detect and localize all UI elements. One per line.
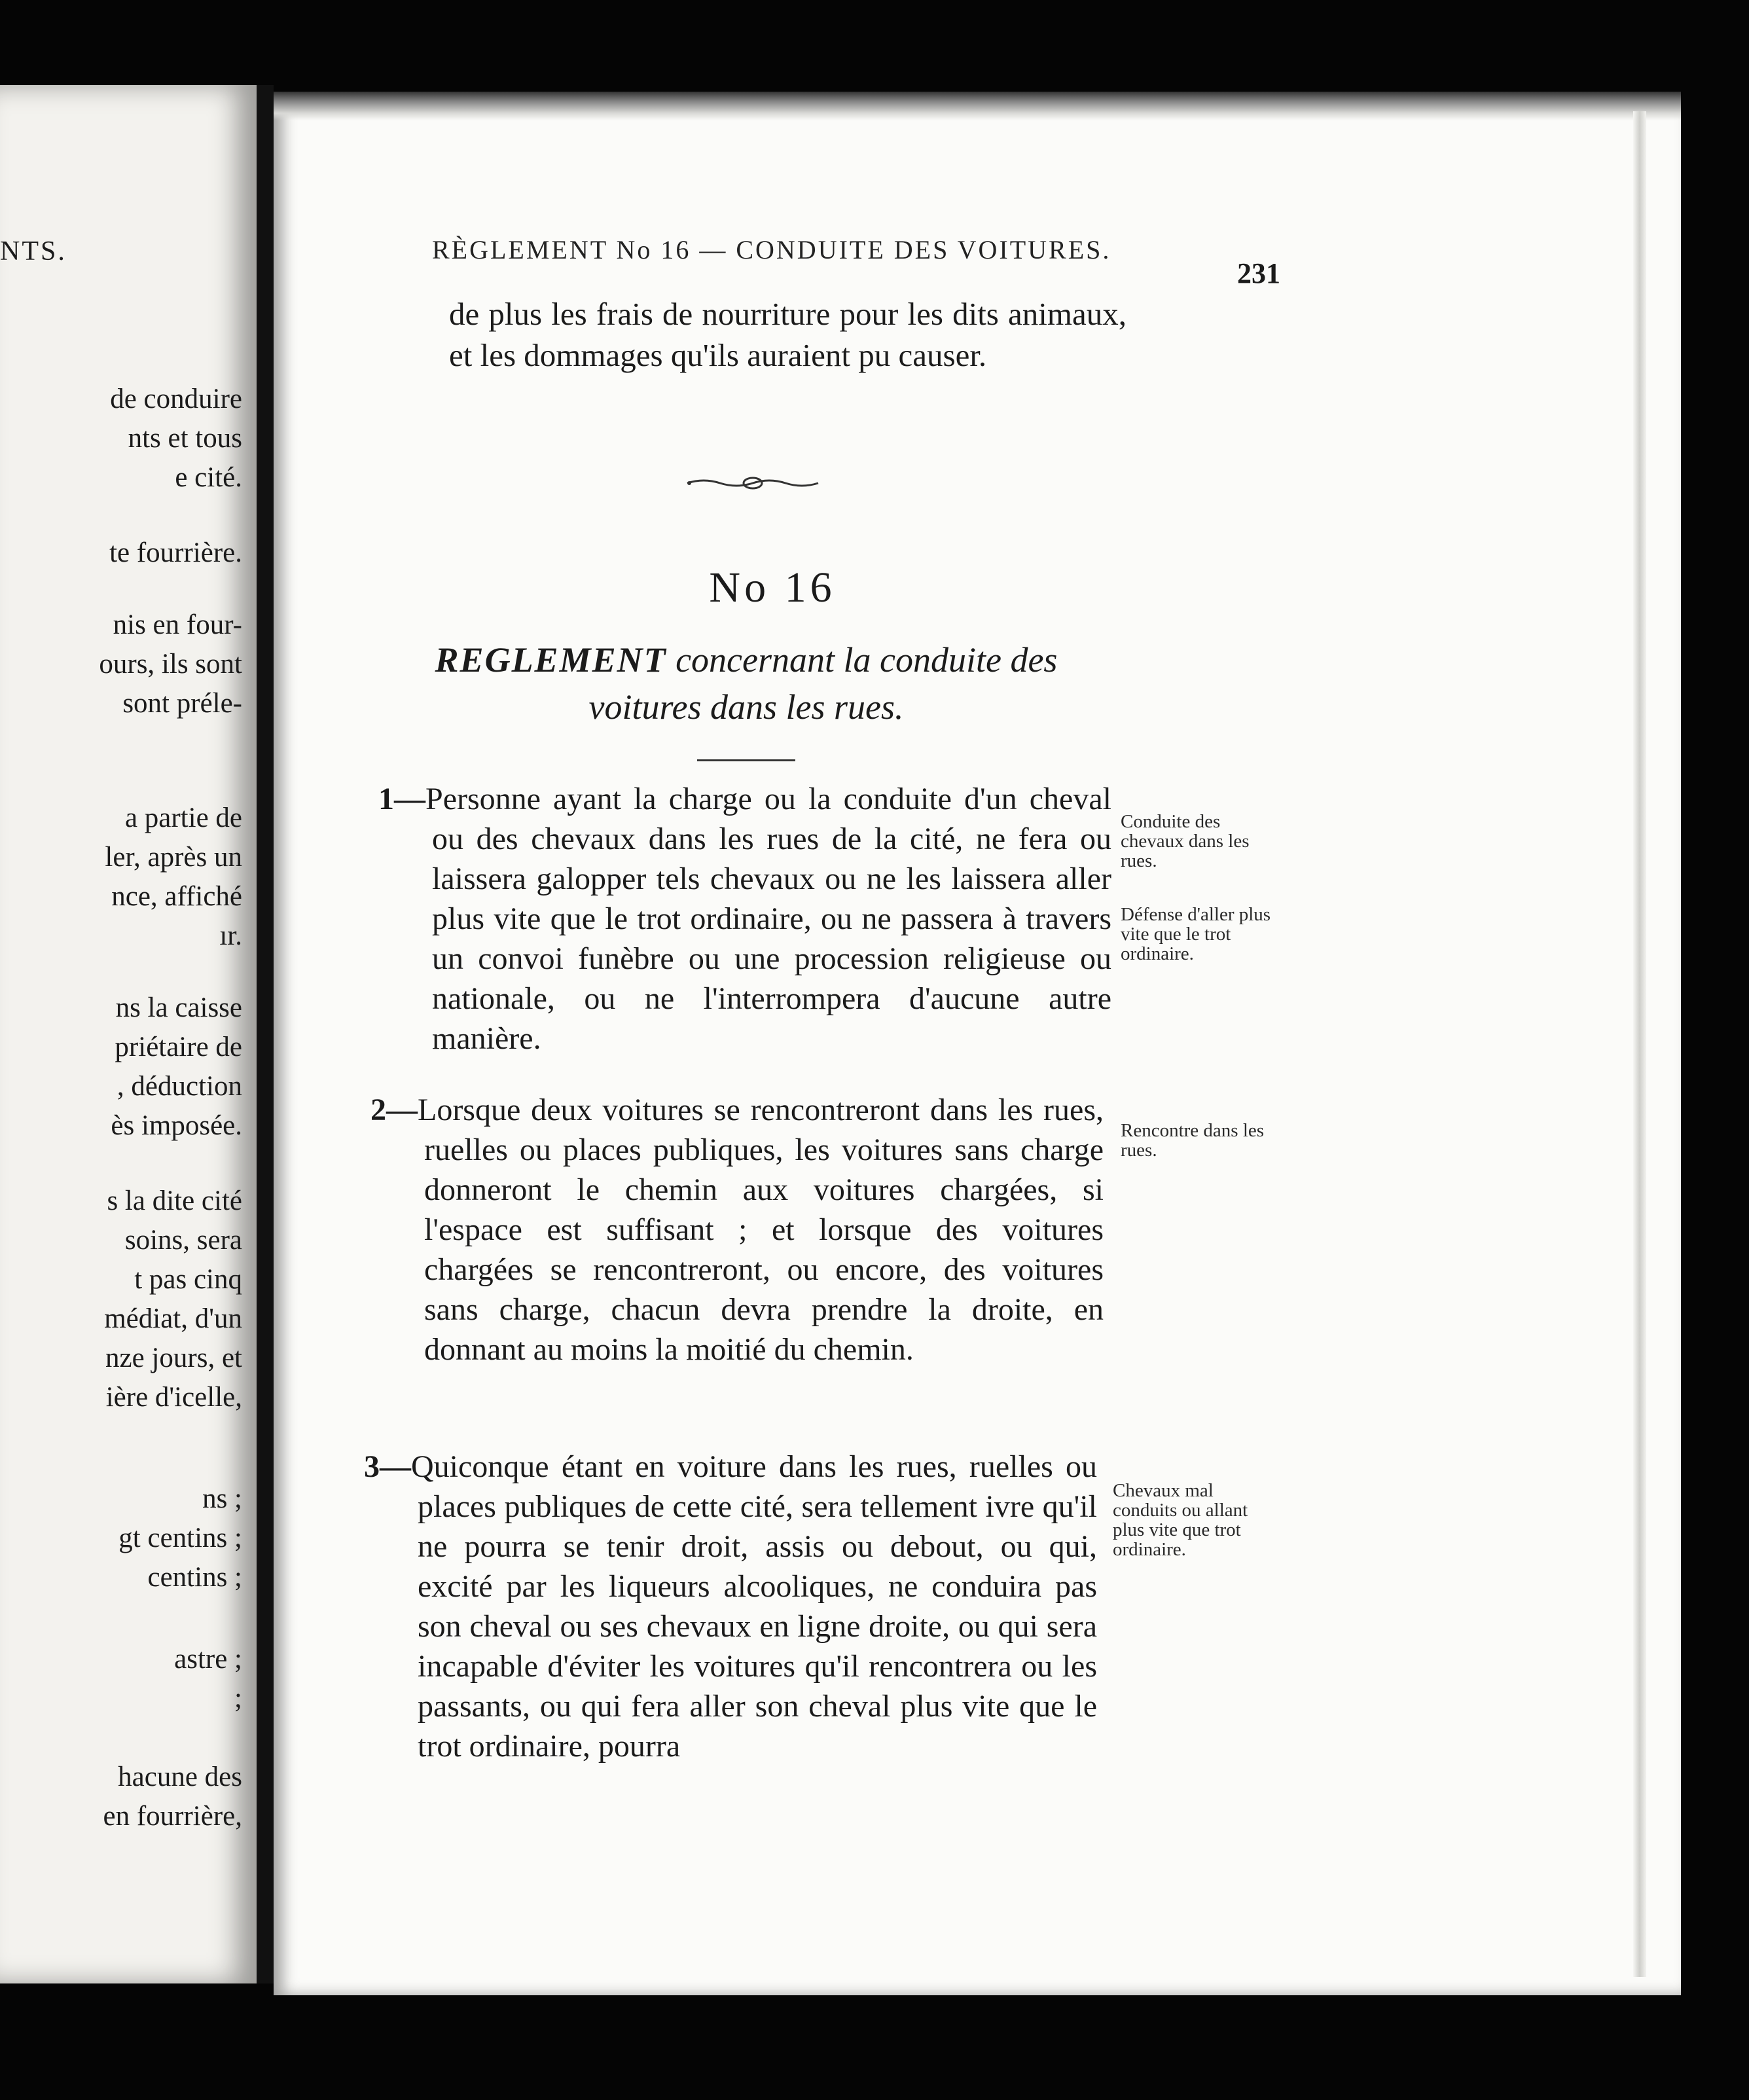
left-page-line: priétaire de bbox=[115, 1032, 242, 1062]
left-page-line: nts et tous bbox=[128, 423, 242, 454]
left-page-line: gt centins ; bbox=[118, 1523, 242, 1553]
left-page-line: ière d'icelle, bbox=[105, 1382, 242, 1413]
article-text: Lorsque deux voitures se rencontreront dans les rues, ruelles ou places publiques, les voitures sans charge donneront le chemin aux voitures chargées, si l'espace est suffisant ; et lorsque des voitures chargées se rencontreront, ou encore, des voitures sans charge, chacun devra prendre la droite, en donnant au moins la moitié du chemin. bbox=[418, 1093, 1104, 1367]
left-page-line: astre ; bbox=[174, 1644, 242, 1675]
page-top-shadow bbox=[274, 92, 1681, 120]
left-page-line: s la dite cité bbox=[107, 1186, 242, 1216]
left-page-line: nce, affiché bbox=[111, 881, 242, 912]
left-page-line: ns ; bbox=[202, 1483, 242, 1514]
article-number: 3— bbox=[364, 1449, 411, 1484]
left-page-line: a partie de bbox=[124, 803, 242, 833]
left-page-line: ler, après un bbox=[105, 842, 242, 873]
left-facing-page bbox=[0, 85, 274, 1983]
bylaw-title-lead: REGLEMENT bbox=[435, 640, 667, 679]
side-note: Chevaux mal conduits ou allant plus vite que trot ordinaire. bbox=[1113, 1480, 1248, 1560]
bylaw-title bbox=[380, 636, 1113, 731]
left-page-line: sont préle- bbox=[122, 688, 242, 719]
left-page-line: , déduction bbox=[117, 1071, 242, 1102]
left-page-line: médiat, d'un bbox=[104, 1303, 242, 1334]
left-page-line: ; bbox=[234, 1683, 242, 1714]
bylaw-number: No 16 bbox=[709, 564, 836, 611]
article-number: 2— bbox=[370, 1093, 418, 1127]
continuation-paragraph: de plus les frais de nourriture pour les dits animaux, et les dommages qu'ils auraient pu causer. bbox=[449, 296, 1127, 373]
left-page-line: ours, ils sont bbox=[99, 649, 242, 679]
article-3 bbox=[364, 1447, 1097, 1766]
article-2 bbox=[370, 1090, 1104, 1369]
left-page-line: te fourrière. bbox=[109, 537, 242, 568]
left-page-header: NTS. bbox=[0, 236, 67, 266]
article-1 bbox=[378, 779, 1111, 1059]
left-page-line: nis en four- bbox=[113, 609, 242, 640]
ornament-divider bbox=[684, 470, 821, 496]
left-page-line: de conduire bbox=[110, 384, 242, 414]
side-note: Défense d'aller plus vite que le trot ordinaire. bbox=[1121, 904, 1271, 964]
left-page-line: hacune des bbox=[118, 1762, 242, 1792]
page-number: 231 bbox=[1237, 257, 1280, 289]
bylaw-title-rest: concernant la conduite des voitures dans les rues. bbox=[588, 640, 1058, 727]
article-text: Quiconque étant en voiture dans les rues, ruelles ou places publiques de cette cité, sera tellement ivre qu'il ne pourra se tenir droit, assis ou debout, ou qui, excité par les liqueurs alcooliques, ne conduira pas son cheval ou ses chevaux en ligne droite, ou qui sera incapable d'éviter les voitures qu'il rencontrera ou les passants, ou qui fera aller son cheval plus vite que le trot ordinaire, pourra bbox=[411, 1449, 1097, 1764]
title-rule bbox=[697, 759, 795, 761]
left-page-line: nze jours, et bbox=[105, 1343, 242, 1373]
page-right-edge bbox=[1633, 111, 1646, 1977]
left-page-line: en fourrière, bbox=[103, 1801, 242, 1832]
left-page-line: centins ; bbox=[147, 1562, 242, 1593]
side-note: Rencontre dans les rues. bbox=[1121, 1120, 1265, 1161]
side-note: Conduite des chevaux dans les rues. bbox=[1121, 811, 1250, 871]
left-page-line: e cité. bbox=[175, 462, 242, 493]
left-page-line: ès imposée. bbox=[111, 1110, 242, 1141]
article-text: Personne ayant la charge ou la conduite d'un cheval ou des chevaux dans les rues de la cité, ne fera ou laissera galopper tels chevaux ou ne les laissera aller plus vite que le trot ordinaire, ou ne passera à travers un convoi funèbre ou une procession religieuse ou nationale, ou ne l'interrompera d'aucune autre manière. bbox=[425, 782, 1111, 1056]
article-number: 1— bbox=[378, 782, 425, 816]
left-page-line: t pas cinq bbox=[134, 1264, 242, 1295]
left-page-line: soins, sera bbox=[124, 1225, 242, 1256]
left-page-line: ır. bbox=[219, 920, 242, 951]
left-page-line: ns la caisse bbox=[115, 992, 242, 1023]
running-head: RÈGLEMENT No 16 — CONDUITE DES VOITURES. bbox=[432, 235, 1111, 264]
